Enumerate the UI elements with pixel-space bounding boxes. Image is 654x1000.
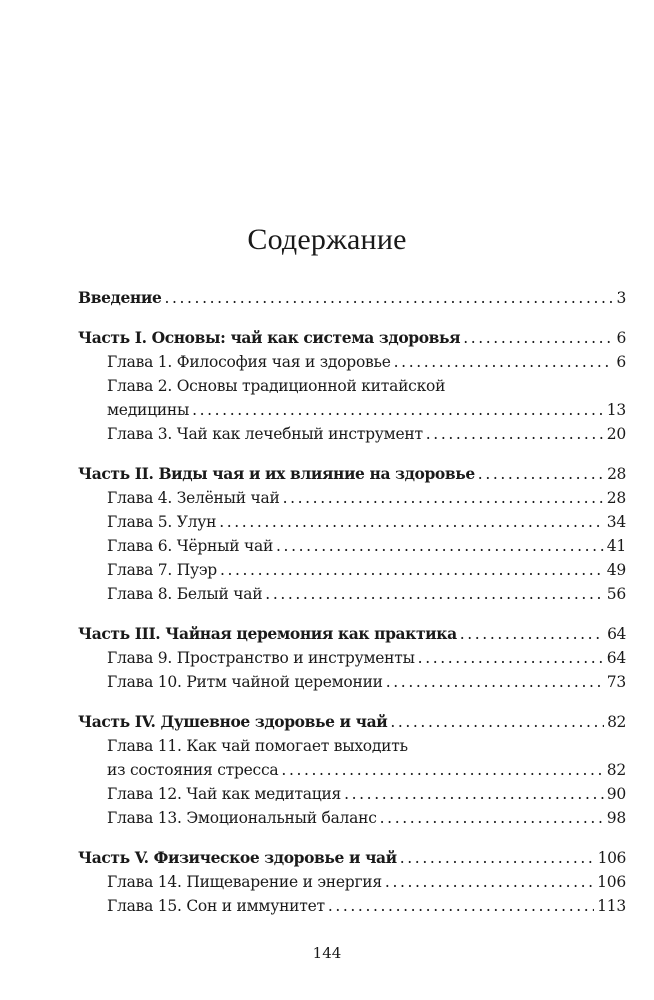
toc-dot-leader bbox=[478, 462, 604, 486]
toc-entry-page: 49 bbox=[606, 561, 626, 579]
toc-entry-page: 34 bbox=[606, 513, 626, 531]
toc-chapter-entry bbox=[78, 670, 626, 694]
toc-chapter-entry bbox=[78, 510, 626, 534]
toc-entry-page: 73 bbox=[606, 673, 626, 691]
toc-chapter-entry bbox=[78, 734, 626, 758]
toc-entry-page: 106 bbox=[597, 849, 626, 867]
toc-dot-leader bbox=[380, 806, 604, 830]
toc-entry-page: 98 bbox=[606, 809, 626, 827]
toc-entry-title: Часть II. Виды чая и их влияние на здоровье bbox=[78, 464, 475, 483]
toc-entry-page: 106 bbox=[597, 873, 626, 891]
toc-dot-leader bbox=[265, 582, 603, 606]
toc-chapter-entry bbox=[78, 782, 626, 806]
toc-entry-page: 3 bbox=[616, 289, 626, 307]
toc-entry-title: Часть IV. Душевное здоровье и чай bbox=[78, 712, 388, 731]
toc-chapter-entry bbox=[78, 486, 626, 510]
toc-entry-title: Часть III. Чайная церемония как практика bbox=[78, 624, 457, 643]
toc-entry-title: Глава 1. Философия чая и здоровье bbox=[107, 353, 391, 371]
toc-entry-page: 13 bbox=[606, 401, 626, 419]
page-title: Содержание bbox=[247, 223, 407, 256]
toc-entry-title: Глава 13. Эмоциональный баланс bbox=[107, 809, 377, 827]
toc-dot-leader bbox=[164, 286, 613, 310]
toc-dot-leader bbox=[418, 646, 604, 670]
toc-entry-title: Часть I. Основы: чай как система здоровья bbox=[78, 328, 461, 347]
toc-dot-leader bbox=[463, 326, 613, 350]
toc-entry-title: Глава 14. Пищеварение и энергия bbox=[107, 873, 382, 891]
toc-dot-leader bbox=[426, 422, 604, 446]
toc-chapter-entry bbox=[78, 582, 626, 606]
toc-entry-title: Часть V. Физическое здоровье и чай bbox=[78, 848, 397, 867]
toc-entry-title: Глава 12. Чай как медитация bbox=[107, 785, 342, 803]
toc-chapter-entry bbox=[78, 870, 626, 894]
toc-dot-leader bbox=[390, 710, 604, 734]
toc-part-entry bbox=[78, 846, 626, 870]
toc-dot-leader bbox=[328, 894, 594, 918]
toc-dot-leader bbox=[276, 534, 604, 558]
toc-entry-title: Глава 15. Сон и иммунитет bbox=[107, 897, 325, 915]
toc-entry-title: Глава 11. Как чай помогает выходить bbox=[107, 737, 408, 755]
toc-dot-leader bbox=[219, 510, 604, 534]
toc-entry-page: 6 bbox=[616, 353, 626, 371]
toc-part-entry bbox=[78, 622, 626, 646]
toc-entry-page: 82 bbox=[606, 761, 626, 779]
toc-entry-title: Глава 2. Основы традиционной китайской bbox=[107, 377, 446, 395]
toc-entry-title: Глава 7. Пуэр bbox=[107, 561, 217, 579]
toc-entry-title: Глава 3. Чай как лечебный инструмент bbox=[107, 425, 423, 443]
toc-entry-title: Глава 4. Зелёный чай bbox=[107, 489, 280, 507]
toc-entry-page: 64 bbox=[606, 649, 626, 667]
toc-chapter-entry bbox=[78, 398, 626, 422]
toc-chapter-entry bbox=[78, 374, 626, 398]
toc-chapter-entry bbox=[78, 646, 626, 670]
toc-entry-page: 56 bbox=[606, 585, 626, 603]
toc-entry-title: Глава 5. Улун bbox=[107, 513, 217, 531]
toc-entry-page: 20 bbox=[606, 425, 626, 443]
toc-chapter-entry bbox=[78, 558, 626, 582]
toc-part-entry bbox=[78, 710, 626, 734]
toc-chapter-entry bbox=[78, 806, 626, 830]
toc-entry-title: медицины bbox=[107, 401, 190, 419]
toc-entry-title: Глава 10. Ритм чайной церемонии bbox=[107, 673, 383, 691]
toc-dot-leader bbox=[283, 486, 604, 510]
toc-part-entry bbox=[78, 326, 626, 350]
toc-entry-page: 82 bbox=[607, 713, 626, 731]
table-of-contents bbox=[78, 286, 626, 918]
toc-dot-leader bbox=[385, 870, 594, 894]
toc-dot-leader bbox=[281, 758, 603, 782]
toc-dot-leader bbox=[460, 622, 604, 646]
toc-entry-page: 113 bbox=[597, 897, 626, 915]
toc-part-entry bbox=[78, 286, 626, 310]
toc-entry-title: Глава 6. Чёрный чай bbox=[107, 537, 274, 555]
toc-entry-title: Глава 8. Белый чай bbox=[107, 585, 263, 603]
toc-chapter-entry bbox=[78, 894, 626, 918]
toc-chapter-entry bbox=[78, 534, 626, 558]
toc-dot-leader bbox=[394, 350, 614, 374]
toc-entry-page: 90 bbox=[606, 785, 626, 803]
toc-entry-page: 28 bbox=[606, 489, 626, 507]
toc-entry-page: 28 bbox=[607, 465, 626, 483]
toc-dot-leader bbox=[344, 782, 604, 806]
page-number: 144 bbox=[312, 944, 342, 962]
toc-entry-page: 41 bbox=[606, 537, 626, 555]
toc-chapter-entry bbox=[78, 422, 626, 446]
toc-dot-leader bbox=[400, 846, 595, 870]
toc-part-entry bbox=[78, 462, 626, 486]
toc-entry-title: из состояния стресса bbox=[107, 761, 279, 779]
toc-entry-page: 64 bbox=[607, 625, 626, 643]
toc-dot-leader bbox=[220, 558, 604, 582]
toc-chapter-entry bbox=[78, 350, 626, 374]
toc-dot-leader bbox=[192, 398, 604, 422]
toc-entry-page: 6 bbox=[616, 329, 626, 347]
toc-entry-title: Глава 9. Пространство и инструменты bbox=[107, 649, 415, 667]
toc-entry-title: Введение bbox=[78, 288, 162, 307]
toc-dot-leader bbox=[386, 670, 604, 694]
toc-chapter-entry bbox=[78, 758, 626, 782]
